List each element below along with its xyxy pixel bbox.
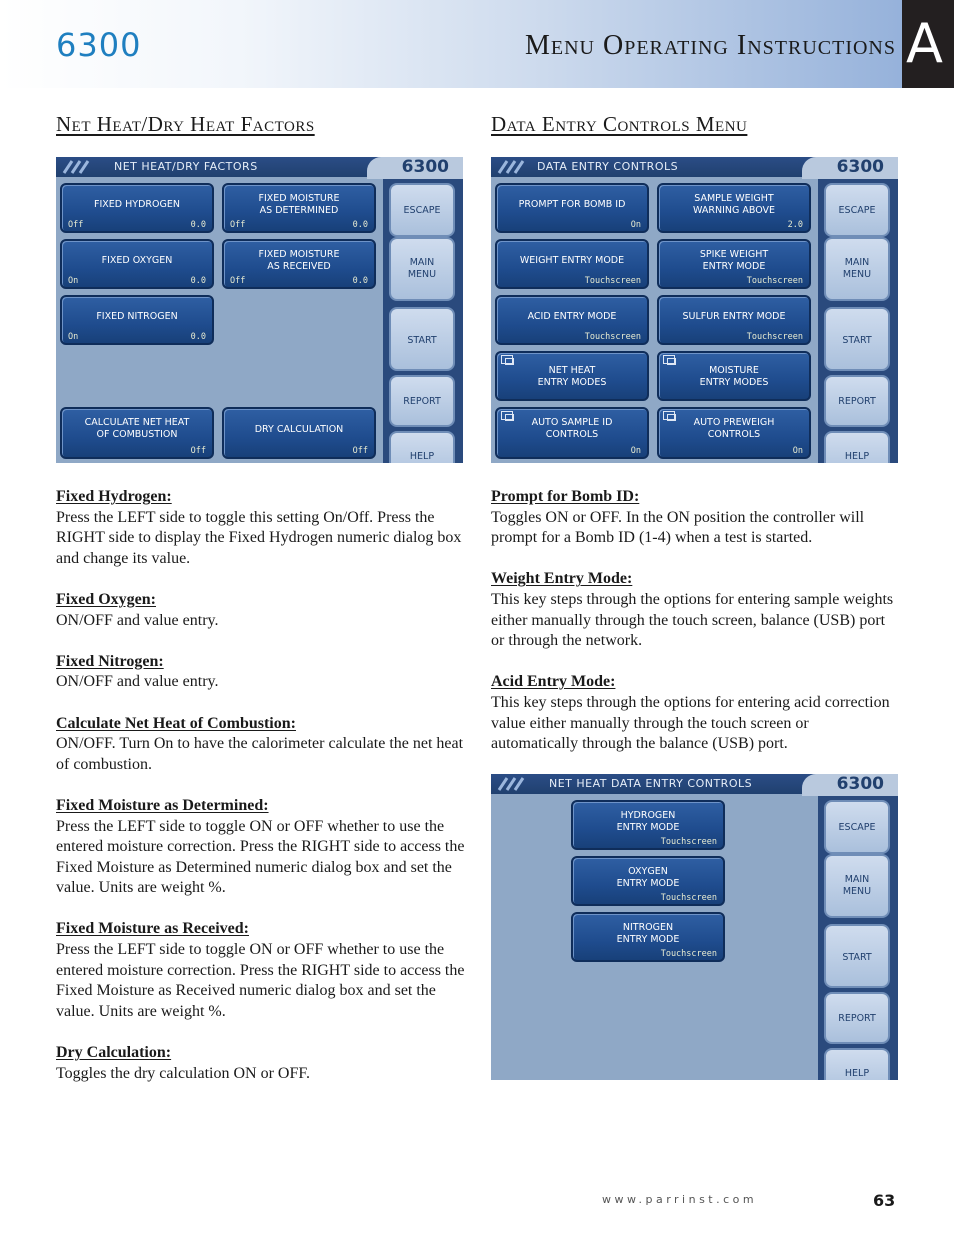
screenshot-data-entry-controls	[491, 157, 898, 463]
footer-url: www.parrinst.com	[602, 1193, 758, 1206]
report-button[interactable]: REPORT	[824, 992, 890, 1044]
help-button[interactable]: HELP	[824, 431, 890, 463]
oxygen-entry-mode-button[interactable]: OXYGEN ENTRY MODE Touchscreen	[571, 856, 725, 906]
auto-preweigh-controls-button[interactable]: AUTO PREWEIGH CONTROLS On	[657, 407, 811, 459]
report-button[interactable]: REPORT	[824, 375, 890, 427]
parr-logo-icon	[495, 776, 535, 792]
section-heading-net-heat: Net Heat/Dry Heat Factors	[56, 112, 315, 136]
escape-button[interactable]: ESCAPE	[824, 800, 890, 854]
item-body: ON/OFF and value entry.	[56, 673, 219, 691]
dry-calculation-button[interactable]: DRY CALCULATION Off	[222, 407, 376, 459]
start-button[interactable]: START	[824, 307, 890, 371]
left-descriptions	[56, 487, 466, 1105]
item-title: Weight Entry Mode:	[491, 570, 633, 588]
page-header	[0, 0, 954, 88]
section-heading-data-entry: Data Entry Controls Menu	[491, 112, 748, 136]
weight-entry-mode-button[interactable]: WEIGHT ENTRY MODE Touchscreen	[495, 239, 649, 289]
item-body: Press the LEFT side to toggle ON or OFF whether to use the entered moisture correction. Press the RIGHT side to access the Fixed Moisture as Received numeric dialog box and set the value. Units are weight %.	[56, 941, 465, 1020]
description-item	[56, 714, 466, 776]
description-item	[491, 672, 898, 754]
screen-model: 6300	[401, 157, 449, 177]
sulfur-entry-mode-button[interactable]: SULFUR ENTRY MODE Touchscreen	[657, 295, 811, 345]
net-heat-entry-modes-button[interactable]: NET HEAT ENTRY MODES	[495, 351, 649, 401]
model-number: 6300	[56, 26, 142, 64]
escape-button[interactable]: ESCAPE	[389, 183, 455, 237]
description-item	[56, 652, 466, 693]
calculate-net-heat-button[interactable]: CALCULATE NET HEAT OF COMBUSTION Off	[60, 407, 214, 459]
screenshot-net-heat-data-entry-controls	[491, 774, 898, 1080]
description-item	[491, 487, 898, 549]
item-body: Press the LEFT side to toggle this setting On/Off. Press the RIGHT side to display the Fixed Hydrogen numeric dialog box and change its value.	[56, 508, 462, 567]
screen-title: NET HEAT/DRY FACTORS	[114, 160, 258, 173]
screen-title: DATA ENTRY CONTROLS	[537, 160, 679, 173]
help-button[interactable]: HELP	[389, 431, 455, 463]
item-title: Fixed Moisture as Determined:	[56, 796, 269, 814]
item-body: ON/OFF and value entry.	[56, 611, 219, 629]
auto-sample-id-controls-button[interactable]: AUTO SAMPLE ID CONTROLS On	[495, 407, 649, 459]
screen-sidebar	[383, 179, 463, 463]
parr-logo-icon	[60, 159, 100, 175]
fixed-moisture-received-button[interactable]: FIXED MOISTURE AS RECEIVED Off 0.0	[222, 239, 376, 289]
item-body: This key steps through the options for entering acid correction value either manually through the touch screen or automatically through the balance (USB) port.	[491, 693, 890, 753]
section-tab	[902, 0, 954, 88]
screen-sidebar	[818, 796, 898, 1080]
item-body: This key steps through the options for entering sample weights either manually through the touch screen, balance (USB) port or through the network.	[491, 590, 894, 650]
page-number: 63	[873, 1191, 896, 1210]
item-title: Fixed Oxygen:	[56, 590, 156, 608]
start-button[interactable]: START	[389, 307, 455, 371]
screen-model-tab	[802, 774, 898, 796]
report-button[interactable]: REPORT	[389, 375, 455, 427]
item-body: Toggles the dry calculation ON or OFF.	[56, 1064, 310, 1082]
main-menu-button[interactable]: MAIN MENU	[824, 854, 890, 918]
parr-logo-icon	[495, 159, 535, 175]
screen-sidebar	[818, 179, 898, 463]
help-button[interactable]: HELP	[824, 1048, 890, 1080]
fixed-hydrogen-button[interactable]: FIXED HYDROGEN Off 0.0	[60, 183, 214, 233]
description-item	[491, 569, 898, 651]
item-title: Calculate Net Heat of Combustion:	[56, 714, 296, 732]
acid-entry-mode-button[interactable]: ACID ENTRY MODE Touchscreen	[495, 295, 649, 345]
submenu-icon	[501, 355, 513, 364]
item-title: Acid Entry Mode:	[491, 673, 616, 691]
screen-model: 6300	[836, 157, 884, 177]
screen-model-tab	[802, 157, 898, 179]
main-menu-button[interactable]: MAIN MENU	[389, 237, 455, 301]
item-title: Fixed Nitrogen:	[56, 652, 164, 670]
screen-title: NET HEAT DATA ENTRY CONTROLS	[549, 777, 753, 790]
prompt-bomb-id-button[interactable]: PROMPT FOR BOMB ID On	[495, 183, 649, 233]
item-title: Fixed Hydrogen:	[56, 488, 172, 505]
screenshot-net-heat-dry-factors	[56, 157, 463, 463]
screen-model: 6300	[836, 774, 884, 794]
fixed-oxygen-button[interactable]: FIXED OXYGEN On 0.0	[60, 239, 214, 289]
fixed-moisture-determined-button[interactable]: FIXED MOISTURE AS DETERMINED Off 0.0	[222, 183, 376, 233]
item-body: Toggles ON or OFF. In the ON position the controller will prompt for a Bomb ID (1-4) when a test is started.	[491, 508, 865, 547]
sample-weight-warning-button[interactable]: SAMPLE WEIGHT WARNING ABOVE 2.0	[657, 183, 811, 233]
item-title: Prompt for Bomb ID:	[491, 488, 640, 505]
escape-button[interactable]: ESCAPE	[824, 183, 890, 237]
main-menu-button[interactable]: MAIN MENU	[824, 237, 890, 301]
description-item	[56, 590, 466, 631]
submenu-icon	[663, 355, 675, 364]
start-button[interactable]: START	[824, 924, 890, 988]
screen-model-tab	[367, 157, 463, 179]
nitrogen-entry-mode-button[interactable]: NITROGEN ENTRY MODE Touchscreen	[571, 912, 725, 962]
right-descriptions	[491, 487, 898, 775]
moisture-entry-modes-button[interactable]: MOISTURE ENTRY MODES	[657, 351, 811, 401]
description-item	[56, 1043, 466, 1084]
section-tab-letter: A	[906, 12, 943, 75]
item-body: Press the LEFT side to toggle ON or OFF whether to use the entered moisture correction. Press the RIGHT side to access the Fixed Moisture as Determined numeric dialog box and set the value. Units are weight %.	[56, 817, 465, 897]
item-body: ON/OFF. Turn On to have the calorimeter calculate the net heat of combustion.	[56, 735, 464, 773]
page-title: Menu Operating Instructions	[524, 30, 896, 61]
description-item	[56, 487, 466, 569]
item-title: Fixed Moisture as Received:	[56, 920, 249, 938]
description-item	[56, 796, 466, 899]
fixed-nitrogen-button[interactable]: FIXED NITROGEN On 0.0	[60, 295, 214, 345]
hydrogen-entry-mode-button[interactable]: HYDROGEN ENTRY MODE Touchscreen	[571, 800, 725, 850]
spike-weight-entry-mode-button[interactable]: SPIKE WEIGHT ENTRY MODE Touchscreen	[657, 239, 811, 289]
description-item	[56, 919, 466, 1022]
item-title: Dry Calculation:	[56, 1044, 172, 1062]
